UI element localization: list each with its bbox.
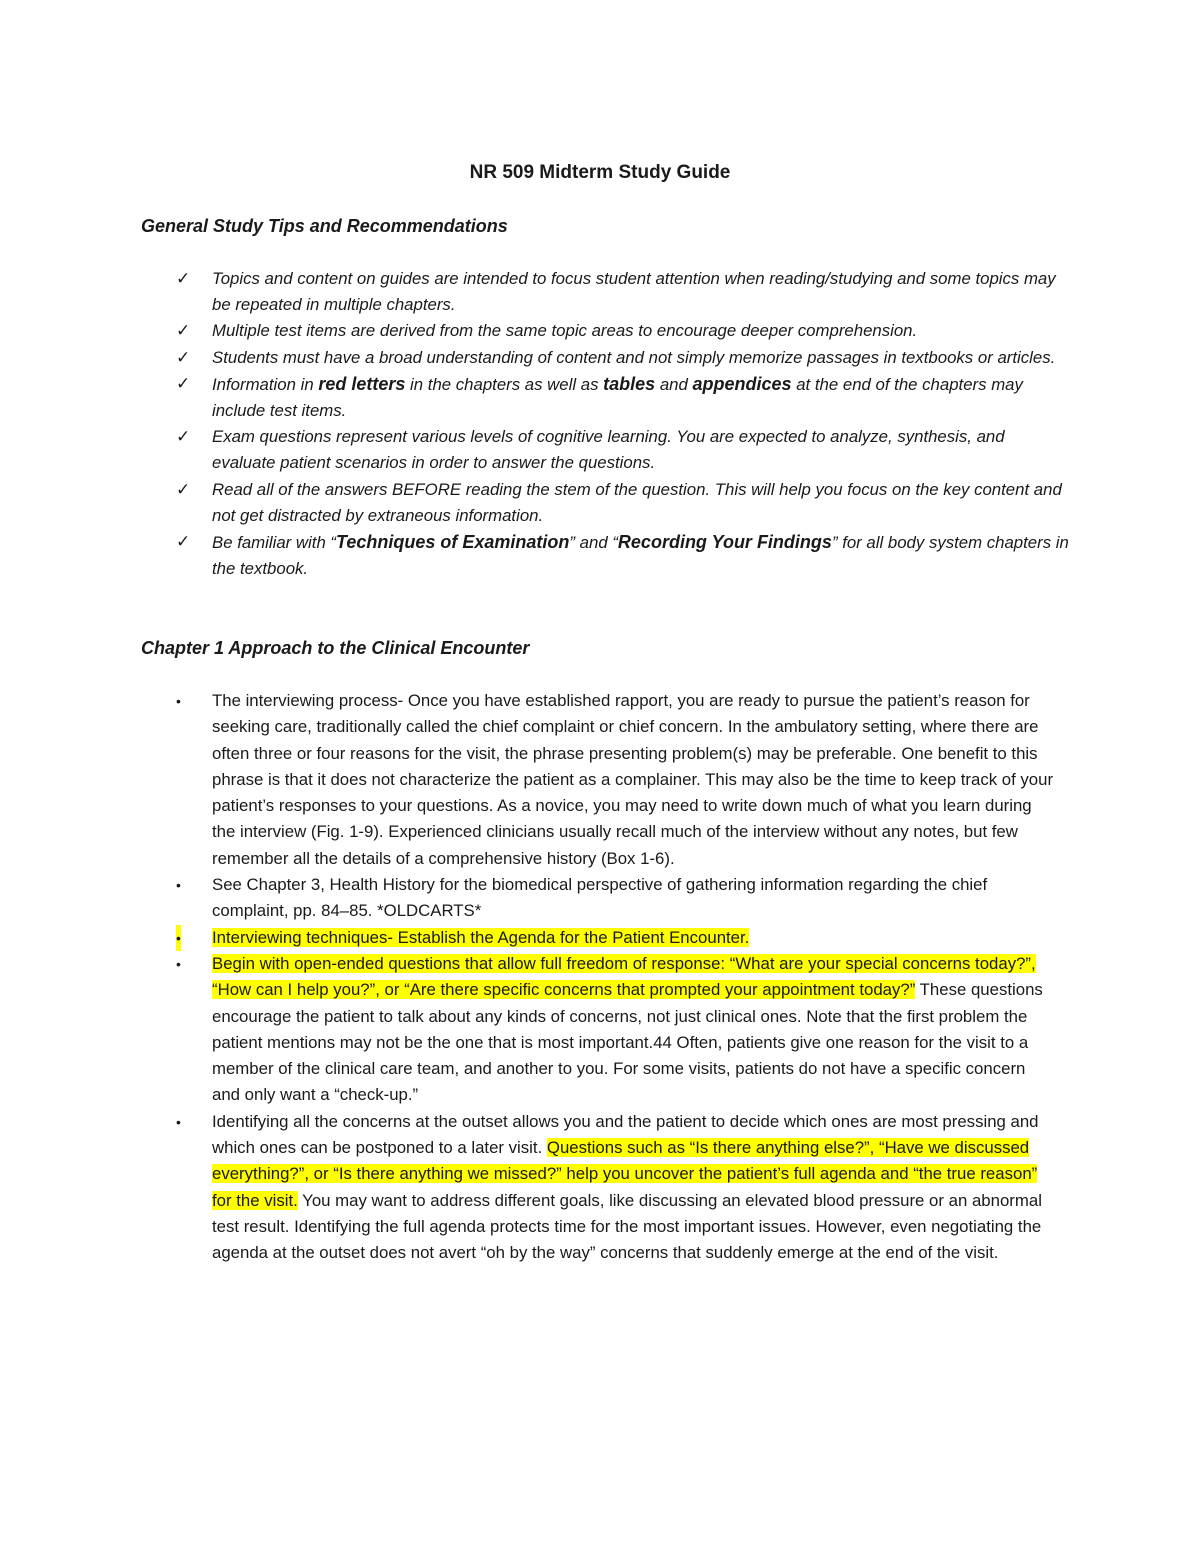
list-item xyxy=(0,1109,1058,1267)
highlighted-text: Questions such as “Is there anything else?”, “Have we discussed everything?”, or “Is there anything we missed?” help you uncover the patient’s full agenda and “the true reason” for the visit. xyxy=(212,1138,1038,1210)
list-item xyxy=(0,477,1072,529)
document-title: NR 509 Midterm Study Guide xyxy=(469,162,731,183)
checkmark-icon: ✓ xyxy=(176,347,191,367)
tip-text: at the end of the chapters may include test items. xyxy=(212,374,1023,421)
list-item xyxy=(0,371,1072,424)
list-item xyxy=(0,424,1072,476)
study-tips-list xyxy=(0,266,1200,582)
checkmark-icon: ✓ xyxy=(176,532,191,552)
emphasis-techniques-of-examination: Techniques of Examination xyxy=(336,532,570,553)
tip-text: Topics and content on guides are intended to focus student attention when reading/studying and some topics may be repeated in multiple chapters. xyxy=(212,269,1056,315)
tip-text: Multiple test items are derived from the same topic areas to encourage deeper comprehension. xyxy=(212,321,918,341)
list-item xyxy=(0,318,1072,344)
bullet-icon: • xyxy=(176,693,181,709)
bullet-text: The interviewing process- Once you have established rapport, you are ready to pursue the patient’s reason for seeking care, traditionally called the chief complaint or chief concern. In the ambulatory setting, where there are often three or four reasons for the visit, the phrase presenting problem(s) may be preferable. One benefit to this phrase is that it does not characterize the patient as a complainer. This may also be the time to keep track of your patient’s responses to your questions. As a novice, you may need to write down much of what you learn during the interview (Fig. 1-9). Experienced clinicians usually recall much of the interview without any notes, but few remember all the details of a comprehensive history (Box 1-6). xyxy=(212,691,1054,868)
tip-text: Be familiar with “ xyxy=(212,533,337,553)
checkmark-icon: ✓ xyxy=(176,479,191,499)
emphasis-red-letters: red letters xyxy=(318,373,406,394)
list-item xyxy=(0,529,1072,582)
section-heading-study-tips: General Study Tips and Recommendations xyxy=(141,216,508,236)
tip-text: ” for all body system chapters in the textbook. xyxy=(212,533,1069,579)
highlighted-text: Begin with open-ended questions that allow full freedom of response: “What are your special concerns today?”, “How can I help you?”, or “Are there specific concerns that prompted your appointment today?” xyxy=(212,953,1036,1000)
list-item xyxy=(0,925,1058,951)
bullet-text: See Chapter 3, Health History for the biomedical perspective of gathering information regarding the chief complaint, pp. 84–85. *OLDCARTS* xyxy=(212,875,988,921)
bullet-icon: • xyxy=(176,955,181,972)
chapter-1-bullet-list xyxy=(0,688,1200,1267)
emphasis-recording-your-findings: Recording Your Findings xyxy=(617,532,832,553)
checkmark-icon: ✓ xyxy=(176,269,191,288)
highlighted-text: Interviewing techniques- Establish the Agenda for the Patient Encounter. xyxy=(212,927,750,947)
bullet-icon: • xyxy=(176,1113,181,1130)
emphasis-tables: tables xyxy=(603,373,656,394)
tip-text: Information in xyxy=(212,374,319,394)
tip-text: Read all of the answers BEFORE reading the stem of the question. This will help you focus on the key content and not get distracted by extraneous information. xyxy=(212,479,1062,525)
checkmark-icon: ✓ xyxy=(176,321,191,341)
checkmark-icon: ✓ xyxy=(176,373,191,393)
list-item xyxy=(0,266,1072,318)
list-item xyxy=(0,345,1072,371)
bullet-text: These questions encourage the patient to talk about any kinds of concerns, not just clinical ones. Note that the first problem the patient mentions may not be the one that is most important.44 Often, patients give one reason for the visit to a member of the clinical care team, and another to you. For some visits, patients do not have a specific concern and only want a “check-up.” xyxy=(212,980,1043,1105)
tip-text: Exam questions represent various levels of cognitive learning. You are expected to analyze, synthesis, and evaluate patient scenarios in order to answer the questions. xyxy=(212,427,1005,473)
emphasis-appendices: appendices xyxy=(692,373,792,394)
tip-text: in the chapters as well as xyxy=(405,374,604,394)
bullet-icon: • xyxy=(176,877,181,894)
tip-text: ” and “ xyxy=(569,533,618,553)
list-item xyxy=(0,688,1058,872)
checkmark-icon: ✓ xyxy=(176,427,191,447)
tip-text: Students must have a broad understanding of content and not simply memorize passages in textbooks or articles. xyxy=(212,347,1056,367)
bullet-text: You may want to address different goals, like discussing an elevated blood pressure or an abnormal test result. Identifying the full agenda protects time for the most important issues. However, even negotiating the agenda at the outset does not avert “oh by the way” concerns that suddenly emerge at the end of the visit. xyxy=(212,1190,1042,1263)
bullet-text: Identifying all the concerns at the outset allows you and the patient to decide which ones are most pressing and which ones can be postponed to a later visit. xyxy=(212,1111,1039,1158)
list-item xyxy=(0,872,1058,925)
list-item xyxy=(0,951,1058,1109)
tip-text: and xyxy=(655,374,693,394)
section-heading-chapter-1: Chapter 1 Approach to the Clinical Encounter xyxy=(141,638,530,658)
bullet-icon: • xyxy=(176,925,181,951)
